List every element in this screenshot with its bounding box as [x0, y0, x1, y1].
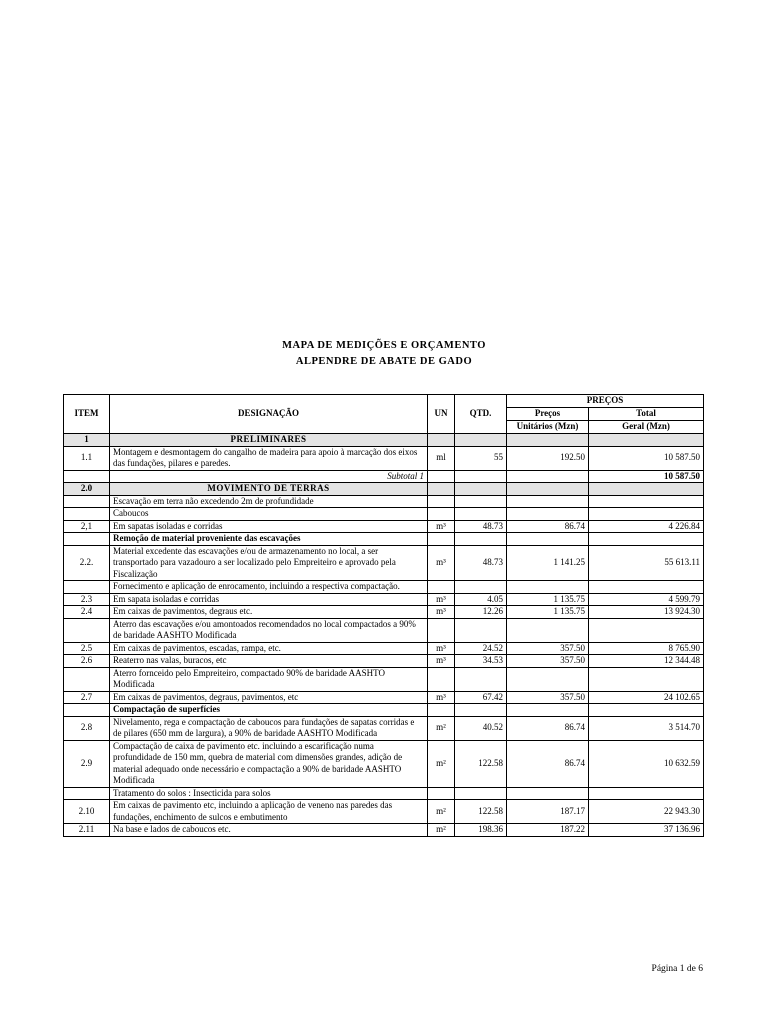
cell-designation: Em sapata isoladas e corridas	[110, 593, 428, 606]
cell-unit: ml	[428, 446, 455, 470]
cell-unit-price: 1 141.25	[507, 545, 589, 581]
table-row	[64, 691, 704, 704]
cell-quantity	[455, 434, 507, 447]
cell-quantity	[455, 667, 507, 691]
cell-quantity: 12.26	[455, 606, 507, 619]
cell-item-number: 2.4	[64, 606, 110, 619]
cell-total-price	[589, 787, 704, 800]
cell-unit-price: 86.74	[507, 716, 589, 740]
cell-quantity: 40.52	[455, 716, 507, 740]
cell-item-number: 2.3	[64, 593, 110, 606]
cell-unit-price: 86.74	[507, 740, 589, 787]
cell-unit-price	[507, 483, 589, 496]
cell-quantity: 198.36	[455, 824, 507, 837]
cell-item-number	[64, 787, 110, 800]
table-row	[64, 618, 704, 642]
cell-unit-price: 357.50	[507, 691, 589, 704]
cell-total-price: 4 599.79	[589, 593, 704, 606]
cell-unit-price	[507, 508, 589, 521]
cell-unit-price: 1 135.75	[507, 606, 589, 619]
cell-designation: MOVIMENTO DE TERRAS	[110, 483, 428, 496]
cell-unit	[428, 508, 455, 521]
cell-unit-price: 187.22	[507, 824, 589, 837]
cell-designation: Aterro das escavações e/ou amontoados recomendados no local compactados a 90% de baridade AASHTO Modificada	[110, 618, 428, 642]
table-row	[64, 446, 704, 470]
cell-total-price	[589, 667, 704, 691]
cell-total-price: 22 943.30	[589, 800, 704, 824]
cell-item-number	[64, 618, 110, 642]
cell-total-price	[589, 704, 704, 717]
cell-quantity	[455, 470, 507, 483]
table-row	[64, 470, 704, 483]
cell-unit-price	[507, 495, 589, 508]
cell-unit	[428, 495, 455, 508]
cell-item-number: 2.5	[64, 642, 110, 655]
cell-quantity: 24.52	[455, 642, 507, 655]
cell-unit: m³	[428, 593, 455, 606]
cell-unit-price	[507, 787, 589, 800]
cell-item-number: 1	[64, 434, 110, 447]
header-designation: DESIGNAÇÃO	[110, 395, 428, 434]
header-item: ITEM	[64, 395, 110, 434]
cell-designation: Na base e lados de caboucos etc.	[110, 824, 428, 837]
cell-designation: Remoção de material proveniente das escavações	[110, 533, 428, 546]
table-row	[64, 667, 704, 691]
cell-item-number	[64, 495, 110, 508]
table-row	[64, 704, 704, 717]
cell-total-price	[589, 533, 704, 546]
cell-unit-price	[507, 434, 589, 447]
table-row	[64, 800, 704, 824]
cell-quantity	[455, 533, 507, 546]
header-total-1: Total	[589, 408, 704, 421]
bill-of-quantities-table	[63, 394, 704, 837]
cell-unit: m²	[428, 716, 455, 740]
cell-unit-price: 192.50	[507, 446, 589, 470]
cell-quantity: 48.73	[455, 520, 507, 533]
cell-total-price: 24 102.65	[589, 691, 704, 704]
cell-item-number: 2.11	[64, 824, 110, 837]
header-prices: PREÇOS	[507, 395, 704, 408]
cell-unit-price	[507, 533, 589, 546]
header-quantity: QTD.	[455, 395, 507, 434]
table-row	[64, 545, 704, 581]
cell-designation: Em caixas de pavimentos, degraus etc.	[110, 606, 428, 619]
cell-unit: m²	[428, 824, 455, 837]
document-subtitle: ALPENDRE DE ABATE DE GADO	[295, 356, 473, 367]
cell-total-price: 10 632.59	[589, 740, 704, 787]
cell-unit	[428, 470, 455, 483]
table-row	[64, 520, 704, 533]
cell-unit-price	[507, 618, 589, 642]
cell-unit	[428, 533, 455, 546]
table-row	[64, 483, 704, 496]
cell-total-price: 13 924.30	[589, 606, 704, 619]
cell-unit-price: 86.74	[507, 520, 589, 533]
cell-unit: m²	[428, 800, 455, 824]
cell-item-number	[64, 470, 110, 483]
cell-total-price: 10 587.50	[589, 446, 704, 470]
cell-item-number	[64, 533, 110, 546]
cell-total-price	[589, 618, 704, 642]
cell-designation: Reaterro nas valas, buracos, etc	[110, 655, 428, 668]
cell-designation: Caboucos	[110, 508, 428, 521]
cell-item-number	[64, 581, 110, 594]
cell-unit	[428, 667, 455, 691]
cell-quantity: 122.58	[455, 800, 507, 824]
cell-designation: Tratamento do solos : Insecticida para solos	[110, 787, 428, 800]
cell-total-price	[589, 508, 704, 521]
cell-total-price	[589, 495, 704, 508]
cell-item-number: 2.9	[64, 740, 110, 787]
cell-designation: Subtotal 1	[110, 470, 428, 483]
cell-item-number	[64, 704, 110, 717]
cell-unit: m²	[428, 740, 455, 787]
cell-quantity: 55	[455, 446, 507, 470]
cell-item-number	[64, 667, 110, 691]
cell-designation: Aterro fornceido pelo Empreiteiro, compactado 90% de baridade AASHTO Modificada	[110, 667, 428, 691]
table-row	[64, 642, 704, 655]
cell-designation: Em caixas de pavimentos, degraus, pavimentos, etc	[110, 691, 428, 704]
table-row	[64, 533, 704, 546]
cell-unit: m³	[428, 655, 455, 668]
cell-unit: m³	[428, 520, 455, 533]
header-unit-price-2: Unitários (Mzn)	[507, 421, 589, 434]
cell-designation: PRELIMINARES	[110, 434, 428, 447]
cell-item-number: 2.6	[64, 655, 110, 668]
cell-total-price	[589, 581, 704, 594]
cell-designation: Material excedente das escavações e/ou de armazenamento no local, a ser transportado para vazadouro a ser localizado pelo Empreiteiro e aprovado pela Fiscalização	[110, 545, 428, 581]
cell-designation: Compactação de superfícies	[110, 704, 428, 717]
cell-unit-price	[507, 667, 589, 691]
cell-total-price: 8 765.90	[589, 642, 704, 655]
cell-item-number: 2.0	[64, 483, 110, 496]
table-row	[64, 787, 704, 800]
cell-unit-price: 1 135.75	[507, 593, 589, 606]
cell-quantity: 34.53	[455, 655, 507, 668]
cell-unit: m³	[428, 606, 455, 619]
cell-quantity	[455, 495, 507, 508]
cell-total-price: 55 613.11	[589, 545, 704, 581]
cell-quantity	[455, 787, 507, 800]
cell-unit-price: 357.50	[507, 655, 589, 668]
cell-quantity	[455, 581, 507, 594]
page-number: Página 1 de 6	[651, 964, 703, 974]
cell-item-number: 2.2.	[64, 545, 110, 581]
cell-unit-price	[507, 581, 589, 594]
cell-item-number: 2.10	[64, 800, 110, 824]
cell-quantity: 4.05	[455, 593, 507, 606]
cell-item-number: 2,1	[64, 520, 110, 533]
cell-total-price: 4 226.84	[589, 520, 704, 533]
cell-unit	[428, 581, 455, 594]
header-unit: UN	[428, 395, 455, 434]
cell-unit	[428, 618, 455, 642]
table-row	[64, 824, 704, 837]
cell-item-number: 2.7	[64, 691, 110, 704]
cell-designation: Em sapatas isoladas e corridas	[110, 520, 428, 533]
cell-unit	[428, 704, 455, 717]
cell-item-number: 2.8	[64, 716, 110, 740]
cell-item-number	[64, 508, 110, 521]
cell-quantity	[455, 483, 507, 496]
cell-designation: Nivelamento, rega e compactação de caboucos para fundações de sapatas corridas e de pilares (650 mm de largura), a 90% de baridade AASHTO Modificada	[110, 716, 428, 740]
cell-designation: Em caixas de pavimentos, escadas, rampa, etc.	[110, 642, 428, 655]
table-row	[64, 593, 704, 606]
document-title: MAPA DE MEDIÇÕES E ORÇAMENTO	[282, 340, 486, 351]
table-row	[64, 495, 704, 508]
cell-unit-price	[507, 470, 589, 483]
cell-total-price	[589, 483, 704, 496]
cell-total-price: 3 514.70	[589, 716, 704, 740]
cell-unit-price: 187.17	[507, 800, 589, 824]
cell-total-price	[589, 434, 704, 447]
header-unit-price-1: Preços	[507, 408, 589, 421]
cell-quantity: 67.42	[455, 691, 507, 704]
cell-unit: m³	[428, 545, 455, 581]
cell-designation: Em caixas de pavimento etc, incluindo a aplicação de veneno nas paredes das fundações, enchimento de sulcos e embutimento	[110, 800, 428, 824]
table-row	[64, 606, 704, 619]
cell-unit-price: 357.50	[507, 642, 589, 655]
cell-designation: Compactação de caixa de pavimento etc. incluindo a escarificação numa profundidade de 150 mm, quebra de material com dimensões grandes, adição de material adequado onde necessário e compactação a 90% de baridade AASHTO Modificada	[110, 740, 428, 787]
cell-quantity	[455, 704, 507, 717]
cell-unit	[428, 787, 455, 800]
cell-unit: m³	[428, 691, 455, 704]
table-row	[64, 655, 704, 668]
table-row	[64, 508, 704, 521]
cell-item-number: 1.1	[64, 446, 110, 470]
cell-unit: m³	[428, 642, 455, 655]
table-row	[64, 434, 704, 447]
cell-total-price: 10 587.50	[589, 470, 704, 483]
cell-unit-price	[507, 704, 589, 717]
cell-quantity: 48.73	[455, 545, 507, 581]
cell-quantity: 122.58	[455, 740, 507, 787]
cell-unit	[428, 483, 455, 496]
header-total-2: Geral (Mzn)	[589, 421, 704, 434]
cell-designation: Escavação em terra não excedendo 2m de profundidade	[110, 495, 428, 508]
cell-designation: Montagem e desmontagem do cangalho de madeira para apoio à marcação dos eixos das fundações, pilares e paredes.	[110, 446, 428, 470]
table-row	[64, 716, 704, 740]
table-row	[64, 581, 704, 594]
cell-total-price: 12 344.48	[589, 655, 704, 668]
cell-quantity	[455, 508, 507, 521]
cell-quantity	[455, 618, 507, 642]
cell-designation: Fornecimento e aplicação de enrocamento, incluindo a respectiva compactação.	[110, 581, 428, 594]
table-row	[64, 740, 704, 787]
cell-unit	[428, 434, 455, 447]
cell-total-price: 37 136.96	[589, 824, 704, 837]
